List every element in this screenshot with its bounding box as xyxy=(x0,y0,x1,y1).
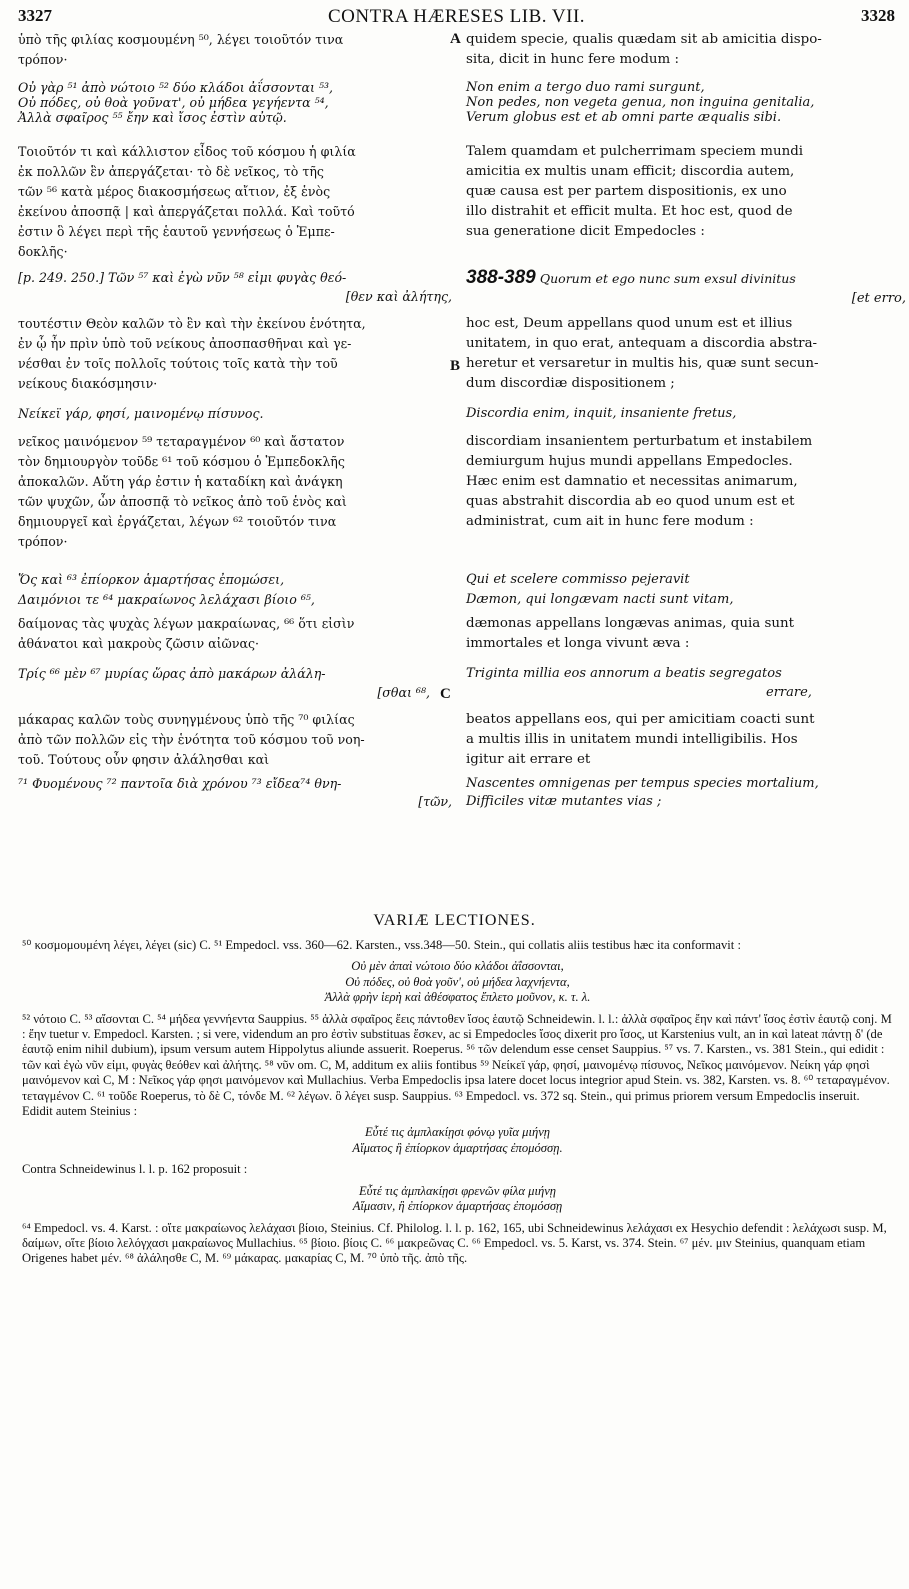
running-title: CONTRA HÆRESES LIB. VII. xyxy=(327,6,586,27)
latin-verse: Qui et scelere commisso pejeravit xyxy=(466,572,690,587)
latin-line: administrat, cum ait in hunc fere modum : xyxy=(466,514,754,529)
footnote: Contra Schneidewinus l. l. p. 162 proposuit : xyxy=(22,1162,248,1177)
footnote: ⁶⁴ Empedocl. vs. 4. Karst. : οἵτε μακραίωνος λελάχασι βίοιο, Steinius. Cf. Philolog. l. l. p. 162, 165, ubi Schneidewinus λελάχασι ex Hesychio defendit : λελάχωσι susp. M, δαίμων, οἵτε βίοιο λελόγχασι μακραίωνος Mullachius. ⁶⁵ βίοιο. βίοις C. ⁶⁶ μακρεῶνας C. ⁶⁶ Empedocl. vs. 5. Karst, vs. 374. Stein. ⁶⁷ μέν. μιν Steinius, quanquam etiam Origenes habet μέν. ⁶⁸ ἀλάλησθε C, M. ⁶⁹ μάκαρας. μακαρίας C, M. ⁷⁰ ὑπὸ τῆς. ἀπὸ τῆς. xyxy=(22,1220,887,1266)
greek-line: νεῖκος μαινόμενον ⁵⁹ τεταραγμένον ⁶⁰ καὶ ἄστατον xyxy=(18,434,345,449)
greek-column xyxy=(18,774,452,810)
greek-column xyxy=(18,664,452,702)
page-number-right: 3328 xyxy=(861,6,895,25)
greek-column xyxy=(18,80,452,125)
greek-line: τουτέστιν Θεὸν καλῶν τὸ ἓν καὶ τὴν ἐκείνου ἑνότητα, xyxy=(18,316,366,331)
latin-verse: Non pedes, non vegeta genua, non inguina genitalia, xyxy=(466,95,815,110)
greek-line: δαίμονας τὰς ψυχὰς λέγων μακραίωνας, ⁶⁶ ὅτι εἰσὶν xyxy=(18,616,355,631)
margin-mark-a: A xyxy=(450,31,461,47)
greek-line: τῶν ⁵⁶ κατὰ μέρος διακοσμήσεως αἴτιον, ἐξ ἑνὸς xyxy=(18,184,331,199)
latin-line: illo distrahit et efficit multa. Et hoc est, quod de xyxy=(466,204,793,219)
latin-verse: Difficiles vitæ mutantes vias ; xyxy=(466,794,662,809)
greek-line: τὸν δημιουργὸν τοῦδε ⁶¹ τοῦ κόσμου ὁ Ἐμπεδοκλῆς xyxy=(18,454,345,469)
greek-column xyxy=(18,30,452,70)
latin-verse: Discordia enim, inquit, insaniente fretus, xyxy=(466,406,737,421)
latin-verse: Non enim a tergo duo rami surgunt, xyxy=(466,80,705,95)
footnote: ⁵⁰ κοσμομουμένη λέγει, λέγει (sic) C. ⁵¹ Empedocl. vss. 360—62. Karsten., vss.348—50. Stein., qui collatis aliis testibus hæc ita conformavit : xyxy=(22,938,741,952)
greek-line: νείκους διακόσμησιν· xyxy=(18,376,158,391)
quoted-verses xyxy=(22,1184,893,1215)
latin-line: discordiam insanientem perturbatum et instabilem xyxy=(466,434,813,449)
latin-line: quas abstrahit discordia ab eo quod unum est et xyxy=(466,494,795,509)
latin-column xyxy=(466,30,906,70)
latin-column xyxy=(466,142,906,242)
greek-verse: Τρίς ⁶⁶ μὲν ⁶⁷ μυρίας ὥρας ἀπὸ μακάρων ἀλάλη- xyxy=(18,666,326,681)
latin-line: dum discordiæ dispositionem ; xyxy=(466,376,675,391)
greek-line: ἐκείνου ἀποσπᾷ | καὶ ἀπεργάζεται πολλά. Καὶ τοῦτό xyxy=(18,204,355,219)
greek-line: ἀπὸ τῶν πολλῶν εἰς τὴν ἑνότητα τοῦ κόσμου τοῦ νοη- xyxy=(18,732,365,747)
greek-line: τῶν ψυχῶν, ὧν ἀποσπᾷ τὸ νεῖκος ἀπὸ τοῦ ἑνὸς καὶ xyxy=(18,494,347,509)
latin-column xyxy=(466,268,906,308)
latin-line: igitur ait errare et xyxy=(466,752,591,767)
greek-line: ἐν ᾧ ἦν πρὶν ὑπὸ τοῦ νείκους ἀποσπασθῆναι καὶ γε- xyxy=(18,336,352,351)
margin-mark-c: C xyxy=(440,686,451,702)
latin-verse: Dæmon, qui longævam nacti sunt vitam, xyxy=(466,592,734,607)
quoted-verse: Ἀλλὰ φρὴν ἱερὴ καὶ ἀθέσφατος ἔπλετο μοῦνον, κ. τ. λ. xyxy=(324,990,591,1005)
greek-verse: Νείκεϊ γάρ, φησί, μαινομένῳ πίσυνος. xyxy=(18,406,264,421)
latin-column xyxy=(466,80,906,125)
latin-line: sua generatione dicit Empedocles : xyxy=(466,224,705,239)
greek-verse: Οὐ πόδες, οὐ θοὰ γοῦνατ', οὐ μήδεα γεγήεντα ⁵⁴, xyxy=(18,95,329,110)
greek-verse: [p. 249. 250.] Τῶν ⁵⁷ καὶ ἐγὼ νῦν ⁵⁸ εἰμι φυγὰς θεό- xyxy=(18,270,347,285)
latin-line: beatos appellans eos, qui per amicitiam coacti sunt xyxy=(466,712,815,727)
latin-column xyxy=(466,570,906,610)
greek-verse: Δαιμόνιοι τε ⁶⁴ μακραίωνος λελάχασι βίοιο ⁶⁵, xyxy=(18,592,315,607)
greek-verse: ⁷¹ Φυομένους ⁷² παντοῖα διὰ χρόνου ⁷³ εἴδεα⁷⁴ θνη- xyxy=(18,776,342,791)
latin-line: Hæc enim est damnatio et necessitas animarum, xyxy=(466,474,798,489)
greek-line: ἐστιν ὃ λέγει περὶ τῆς ἑαυτοῦ γεννήσεως ὁ Ἐμπε- xyxy=(18,224,335,239)
quoted-verse: Αἵμασιν, ἢ ἐπίορκον ἁμαρτήσας ἐπομόσσῃ xyxy=(352,1199,563,1214)
latin-column xyxy=(466,664,906,702)
latin-verse: Triginta millia eos annorum a beatis segregatos xyxy=(466,666,782,681)
greek-line: τρόπον· xyxy=(18,534,68,549)
latin-verse: Quorum et ego nunc sum exsul divinitus xyxy=(539,271,796,286)
latin-line: immortales et longa vivunt æva : xyxy=(466,636,690,651)
quoted-verses xyxy=(22,959,893,1005)
footnotes xyxy=(22,938,893,1267)
greek-line: δοκλῆς· xyxy=(18,244,68,259)
latin-line: amicitia ex multis unam efficit; discordia autem, xyxy=(466,164,795,179)
latin-column xyxy=(466,314,906,394)
quoted-verse: Εὖτέ τις ἀμπλακίῃσι φόνῳ γυῖα μιήνῃ xyxy=(364,1125,551,1140)
latin-line: quidem specie, qualis quædam sit ab amicitia dispo- xyxy=(466,32,822,47)
greek-line: Τοιοῦτόν τι καὶ κάλλιστον εἶδος τοῦ κόσμου ἡ φιλία xyxy=(18,144,356,159)
greek-verse: [θεν καὶ ἀλήτης, xyxy=(345,289,452,304)
quoted-verse: Αἵματος ἢ ἐπίορκον ἁμαρτήσας ἐπομόσσῃ. xyxy=(352,1140,563,1155)
latin-line: dæmonas appellans longævas animas, quia sunt xyxy=(466,616,794,631)
greek-line: δημιουργεῖ καὶ ἐργάζεται, λέγων ⁶² τοιοῦτόν τινα xyxy=(18,514,337,529)
latin-column xyxy=(466,774,906,810)
greek-column xyxy=(18,432,452,552)
greek-column xyxy=(18,142,452,262)
latin-verse: Verum globus est et ab omni parte æqualis sibi. xyxy=(466,110,782,125)
quoted-verse: Εὖτέ τις ἀμπλακίῃσι φρενῶν φίλα μιήνῃ xyxy=(358,1183,557,1198)
footnote: ⁵² νότοιο C. ⁵³ αἴσονται C. ⁵⁴ μήδεα γεννήεντα Sauppius. ⁵⁵ ἀλλὰ σφαῖρος ἔεις πάντοθεν ἴσος ἑαυτῷ Schneidewin. l. l.: ἀλλὰ σφαῖρος ἔην καὶ πάντ' ἴσος ἐστὶν ἑαυτῷ conj. M : ἔην tuetur v. Empedocl. Karsten. ; si vere, videndum an pro ἐστὶν substituas ἔσκεν, ac si Empedocles ἴσος dixerit pro ἴσος, ut Karstenius vult, an in καὶ lateat πάντῃ δ' (de ἑαυτῷ enim nihil dubium), ipsum versum autem Hippolytus aliunde assuerit. Roeperus. ⁵⁶ τῶν delendum esse censet Sauppius. ⁵⁷ vs. 7. Karsten., vs. 381 Stein., qui edidit : τῶν καὶ ἐγὼ νῦν εἰμι, φυγὰς θεόθεν καὶ ἀλήτης. ⁵⁸ νῦν om. C, M, additum ex aliis fontibus ⁵⁹ Νείκεϊ γάρ, φησί, μαινομένῳ πίσυνος, Νεῖκος μαινόμενον. Νείκη γάρ φησὶ μαινόμενον καὶ C, M : Νεῖκος γάρ φησι μαινόμενον καὶ Mullachius. Verba Empedoclis ipsa latere docet locus integrior apud Stein. vs. 382, Karsten. vs. 8. ⁶⁰ τεταραγμένον. τεταγμένον C. ⁶¹ τοῦδε Roeperus, τὸ δὲ C, τόνδε M. ⁶² λέγων. ὃ λέγει susp. Sauppius. ⁶³ Empedocl. vs. 372 sq. Stein., qui primus priorem versum Empedoclis inseruit. Edidit autem Steinius : xyxy=(22,1011,892,1119)
quoted-verse: Οὐ πόδες, οὐ θοὰ γοῦν', οὐ μήδεα λαχνήεντα, xyxy=(345,974,570,989)
page-number-left: 3327 xyxy=(18,6,52,25)
greek-column xyxy=(18,570,452,610)
latin-line: Talem quamdam et pulcherrimam speciem mundi xyxy=(466,144,804,159)
greek-column xyxy=(18,404,452,424)
greek-line: μάκαρας καλῶν τοὺς συνηγμένους ὑπὸ τῆς ⁷⁰ φιλίας xyxy=(18,712,355,727)
greek-verse: [τῶν, xyxy=(418,794,452,809)
greek-column xyxy=(18,710,452,770)
latin-line: unitatem, in quo erat, antequam a discordia abstra- xyxy=(466,336,818,351)
latin-column xyxy=(466,432,906,532)
greek-column xyxy=(18,314,452,394)
greek-verse: Οὐ γὰρ ⁵¹ ἀπὸ νώτοιο ⁵² δύο κλάδοι ἀΐσσονται ⁵³, xyxy=(18,80,334,95)
margin-mark-b: B xyxy=(450,358,461,374)
latin-line: a multis illis in unitatem mundi intelligibilis. Hos xyxy=(466,732,798,747)
greek-line: ὑπὸ τῆς φιλίας κοσμουμένη ⁵⁰, λέγει τοιοῦτόν τινα xyxy=(18,32,344,47)
greek-line: τοῦ. Τούτους οὖν φησιν ἀλάλησθαι καὶ xyxy=(18,752,270,767)
latin-line: demiurgum hujus mundi appellans Empedocles. xyxy=(466,454,793,469)
latin-line: sita, dicit in hunc fere modum : xyxy=(466,52,679,67)
section-number: 388-389 xyxy=(466,267,536,288)
quoted-verse: Οὐ μὲν ἀπαὶ νώτοιο δύο κλάδοι ἀΐσσονται, xyxy=(351,959,564,974)
latin-verse: [et erro, xyxy=(851,291,906,306)
greek-line: ἀποκαλῶν. Αὕτη γάρ ἐστιν ἡ καταδίκη καὶ ἀνάγκη xyxy=(18,474,343,489)
greek-verse: Ἀλλὰ σφαῖρος ⁵⁵ ἔην καὶ ἴσος ἐστὶν αὐτῷ. xyxy=(18,110,287,125)
greek-line: ἐκ πολλῶν ἓν ἀπεργάζεται· τὸ δὲ νεῖκος, τὸ τῆς xyxy=(18,164,324,179)
latin-verse: Nascentes omnigenas per tempus species mortalium, xyxy=(466,776,819,791)
greek-line: νέσθαι ἐν τοῖς πολλοῖς τούτοις τοῖς κατὰ τὴν τοῦ xyxy=(18,356,338,371)
greek-verse: Ὅς καὶ ⁶³ ἐπίορκον ἁμαρτήσας ἐπομώσει, xyxy=(18,572,285,587)
running-header xyxy=(18,6,895,32)
latin-column xyxy=(466,710,906,770)
greek-verse: [σθαι ⁶⁸, xyxy=(377,685,430,700)
greek-column xyxy=(18,268,452,306)
greek-column xyxy=(18,614,452,654)
latin-column xyxy=(466,404,906,424)
latin-line: hoc est, Deum appellans quod unum est et illius xyxy=(466,316,793,331)
variae-lectiones-title: VARIÆ LECTIONES. xyxy=(373,912,536,929)
latin-column xyxy=(466,614,906,654)
latin-line: heretur et versaretur in multis his, quæ sunt secun- xyxy=(466,356,819,371)
latin-line: quæ causa est per partem dispositionis, ex uno xyxy=(466,184,787,199)
quoted-verses xyxy=(22,1125,893,1156)
latin-verse: errare, xyxy=(766,685,812,700)
greek-line: ἀθάνατοι καὶ μακροὺς ζῶσιν αἰῶνας· xyxy=(18,636,260,651)
greek-line: τρόπον· xyxy=(18,52,68,67)
